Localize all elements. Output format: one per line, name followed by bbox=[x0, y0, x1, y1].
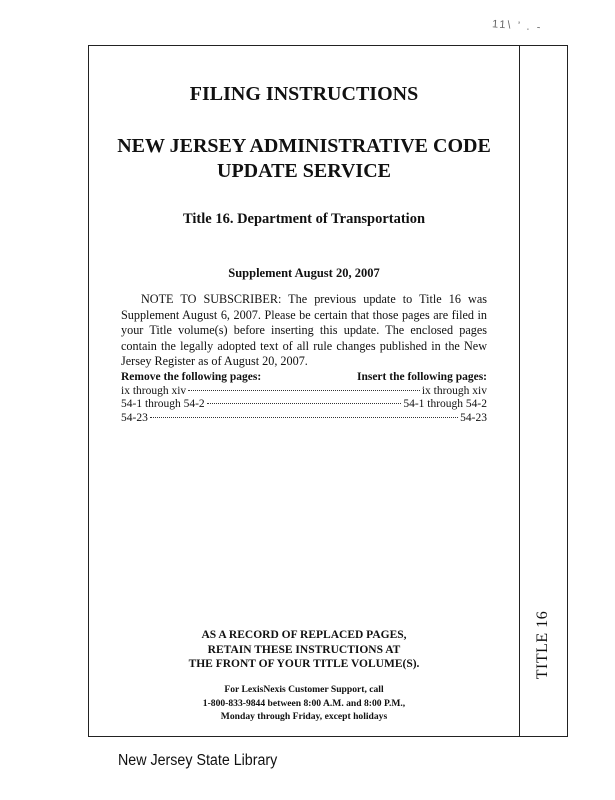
library-stamp: New Jersey State Library bbox=[118, 752, 278, 769]
handwritten-mark: 11\ ’ . - bbox=[491, 18, 543, 34]
remove-header: Remove the following pages: bbox=[121, 371, 262, 383]
code-title bbox=[88, 134, 520, 184]
remove-pages: ix through xiv bbox=[121, 384, 187, 397]
customer-support bbox=[88, 683, 520, 724]
support-line: Monday through Friday, except holidays bbox=[220, 711, 388, 722]
insert-pages: 54-1 through 54-2 bbox=[403, 398, 487, 410]
support-phone: 1-800-833-9844 between 8:00 A.M. and 8:00 P.M., bbox=[202, 697, 406, 709]
supplement-date: Supplement August 20, 2007 bbox=[228, 266, 380, 280]
retain-line: THE FRONT OF YOUR TITLE VOLUME(S). bbox=[188, 658, 420, 670]
page-row bbox=[121, 412, 487, 426]
code-title-line1: NEW JERSEY ADMINISTRATIVE CODE bbox=[117, 135, 491, 157]
code-title-line2: UPDATE SERVICE bbox=[217, 160, 391, 182]
remove-pages: 54-1 through 54-2 bbox=[121, 398, 205, 410]
support-line: For LexisNexis Customer Support, call bbox=[224, 684, 384, 695]
note-to-subscriber: NOTE TO SUBSCRIBER: The previous update to Title 16 was Supplement August 6, 2007. Please be certain that those pages are filed in your Title volume(s) before inserting this update. The enclosed pages contain the legally adopted text of all rule changes published in the New Jersey Register as of August 20, 2007. bbox=[121, 292, 487, 369]
insert-pages: ix through xiv bbox=[421, 384, 487, 397]
filing-title: FILING INSTRUCTIONS bbox=[189, 83, 419, 105]
dot-leader bbox=[150, 417, 458, 418]
dot-leader bbox=[188, 390, 420, 391]
page-row bbox=[121, 398, 487, 412]
title-line: Title 16. Department of Transportation bbox=[182, 211, 426, 227]
spine-label: TITLE 16 bbox=[534, 610, 551, 680]
retain-line: AS A RECORD OF REPLACED PAGES, bbox=[201, 629, 407, 641]
page-replacement-table bbox=[121, 371, 487, 425]
retain-line: RETAIN THESE INSTRUCTIONS AT bbox=[207, 643, 401, 656]
remove-pages: 54-23 bbox=[121, 411, 148, 424]
insert-pages: 54-23 bbox=[460, 411, 487, 424]
retain-instructions bbox=[88, 628, 520, 672]
page-table-header bbox=[121, 371, 487, 385]
page-row bbox=[121, 385, 487, 399]
insert-header: Insert the following pages: bbox=[356, 371, 487, 383]
dot-leader bbox=[207, 403, 402, 404]
